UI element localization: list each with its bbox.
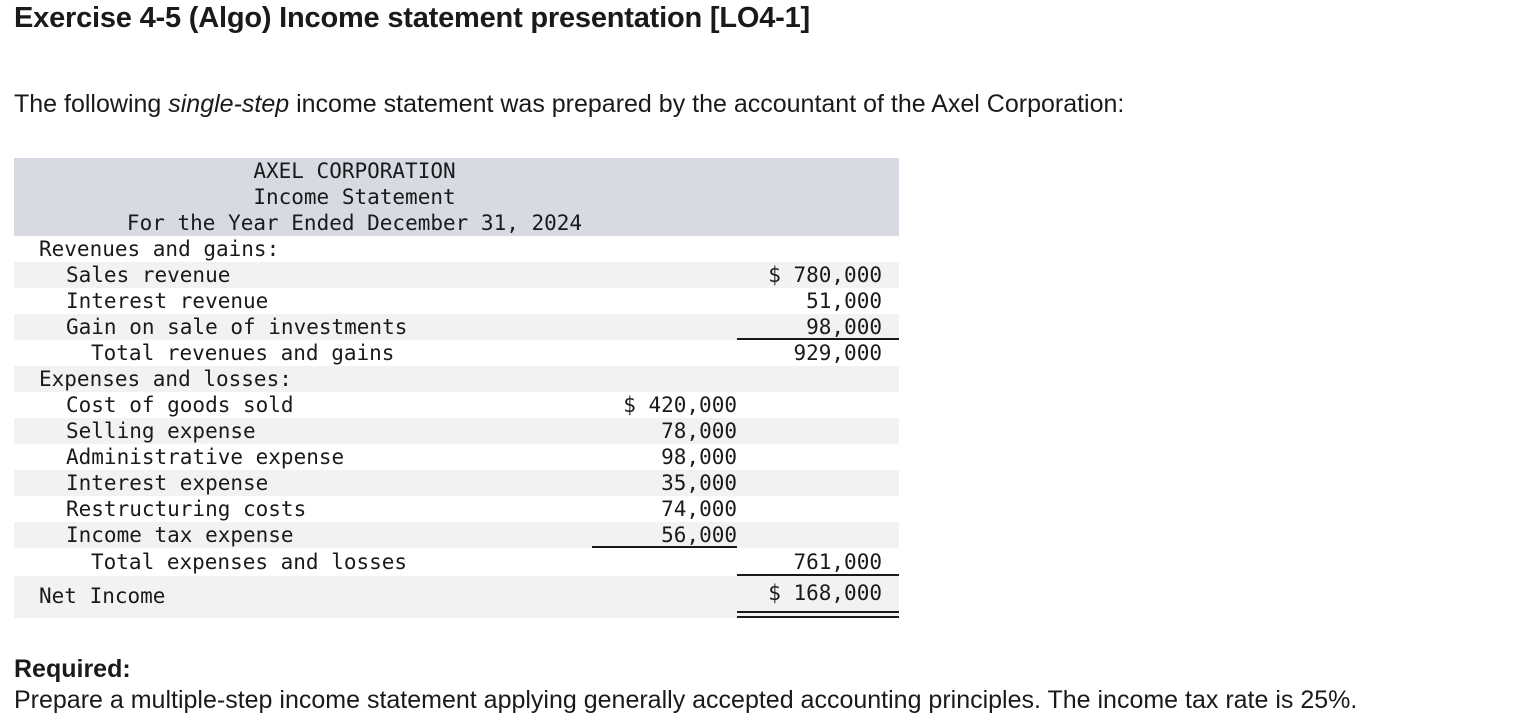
intro-emphasis: single-step	[168, 90, 290, 118]
total-expenses-row	[14, 548, 899, 576]
table-row	[14, 314, 899, 340]
row-amount: 98,000	[661, 445, 737, 469]
row-label: Income tax expense	[66, 523, 294, 547]
expenses-heading: Expenses and losses:	[39, 367, 292, 391]
row-amount: 51,000	[806, 289, 882, 313]
row-label: Selling expense	[66, 419, 256, 443]
required-label: Required:	[14, 655, 131, 683]
net-income-label: Net Income	[39, 584, 166, 608]
company-name: AXEL CORPORATION	[253, 159, 456, 183]
revenues-heading-row	[14, 236, 899, 262]
row-amount: $ 780,000	[768, 263, 882, 287]
row-label: Administrative expense	[66, 445, 345, 469]
table-row	[14, 262, 899, 288]
row-label: Interest expense	[66, 471, 269, 495]
statement-period: For the Year Ended December 31, 2024	[126, 211, 583, 235]
intro-text	[14, 90, 1124, 119]
page-title: Exercise 4-5 (Algo) Income statement presentation [LO4-1]	[14, 2, 810, 34]
total-expenses-label: Total expenses and losses	[91, 550, 408, 574]
expenses-heading-row	[14, 366, 899, 392]
intro-before: The following	[14, 90, 169, 118]
row-amount: 35,000	[661, 471, 737, 495]
intro-after: income statement was prepared by the accountant of the Axel Corporation:	[289, 90, 1125, 118]
total-expenses-amount: 761,000	[793, 550, 882, 574]
net-income-row	[14, 576, 899, 618]
total-revenues-label: Total revenues and gains	[91, 341, 395, 365]
row-label: Sales revenue	[66, 263, 231, 287]
income-statement-table	[14, 158, 899, 618]
table-row	[14, 418, 899, 444]
required-text: Prepare a multiple-step income statement applying generally accepted accounting principles. The income tax rate is 25%.	[14, 686, 1358, 714]
net-income-amount: $ 168,000	[768, 581, 882, 605]
row-amount: 78,000	[661, 419, 737, 443]
row-label: Restructuring costs	[66, 497, 307, 521]
row-label: Gain on sale of investments	[66, 315, 408, 339]
table-row	[14, 496, 899, 522]
row-label: Cost of goods sold	[66, 393, 294, 417]
table-row	[14, 444, 899, 470]
table-row	[14, 288, 899, 314]
row-amount: 56,000	[661, 523, 737, 547]
total-revenues-amount: 929,000	[793, 341, 882, 365]
row-label: Interest revenue	[66, 289, 269, 313]
row-amount: $ 420,000	[623, 393, 737, 417]
statement-header	[14, 158, 899, 236]
total-revenues-row	[14, 340, 899, 366]
table-row	[14, 470, 899, 496]
row-amount: 98,000	[806, 315, 882, 339]
statement-name: Income Statement	[253, 185, 456, 209]
row-amount: 74,000	[661, 497, 737, 521]
double-underline	[737, 611, 899, 618]
table-row	[14, 392, 899, 418]
table-row	[14, 522, 899, 548]
revenues-heading: Revenues and gains:	[39, 237, 280, 261]
